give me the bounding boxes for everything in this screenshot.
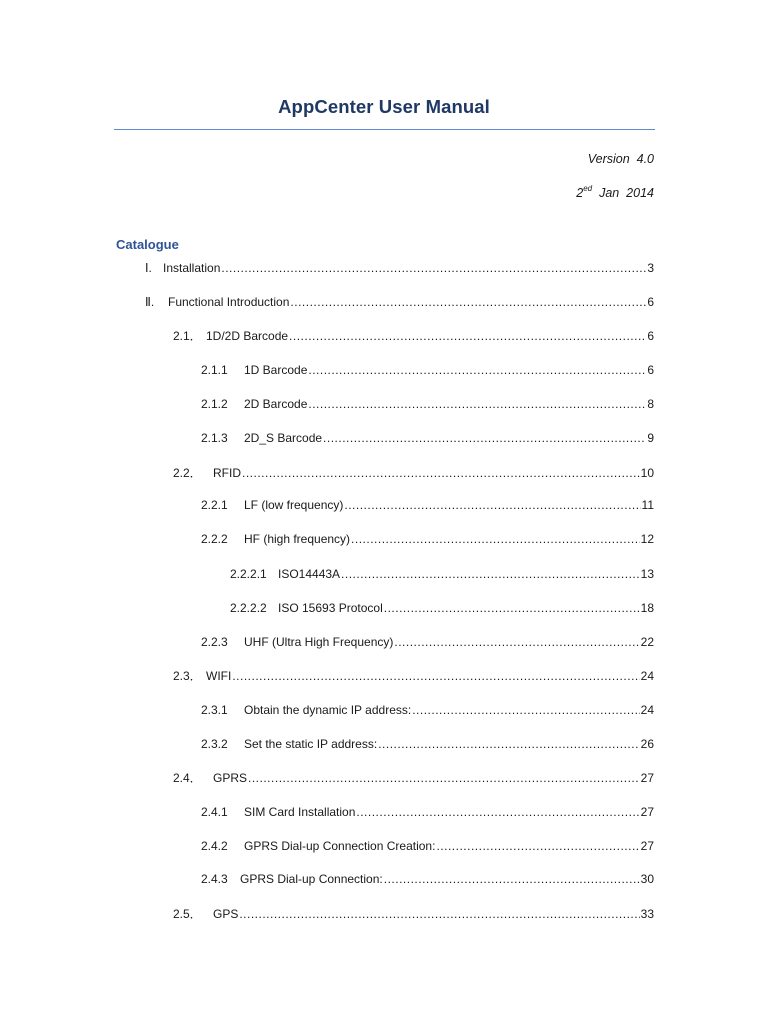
toc-dot-leader — [308, 362, 646, 378]
toc-entry[interactable] — [173, 668, 654, 684]
toc-title: 2D_S Barcode — [244, 431, 323, 445]
toc-number: 2.3.1 — [201, 703, 228, 717]
toc-page-number: 10 — [640, 466, 654, 480]
toc-title: UHF (Ultra High Frequency) — [244, 635, 394, 649]
toc-page-number: 9 — [647, 431, 654, 445]
toc-title: SIM Card Installation — [244, 805, 356, 819]
toc-page-number: 3 — [647, 261, 654, 275]
toc-entry[interactable] — [201, 871, 654, 887]
toc-entry[interactable] — [201, 736, 654, 752]
toc-page-number: 6 — [647, 329, 654, 343]
toc-page-number: 27 — [640, 771, 654, 785]
title-divider — [114, 129, 655, 130]
toc-entry[interactable] — [230, 600, 654, 616]
toc-dot-leader — [289, 328, 646, 344]
toc-page-number: 11 — [641, 498, 654, 512]
toc-entry[interactable] — [173, 770, 654, 786]
toc-number: Ⅰ. — [145, 261, 152, 275]
toc-number: 2.2． — [173, 466, 202, 480]
toc-entry[interactable] — [173, 906, 654, 922]
toc-dot-leader — [351, 531, 640, 547]
toc-number: 2.2.2.2 — [230, 601, 267, 615]
toc-title: Functional Introduction — [168, 295, 290, 309]
toc-dot-leader — [394, 634, 639, 650]
toc-title: 1D Barcode — [244, 363, 308, 377]
toc-entry[interactable] — [201, 531, 654, 547]
toc-dot-leader — [323, 430, 646, 446]
toc-dot-leader — [308, 396, 646, 412]
toc-entry[interactable] — [201, 838, 654, 854]
toc-dot-leader — [384, 871, 640, 887]
catalogue-heading: Catalogue — [116, 237, 179, 252]
toc-title: LF (low frequency) — [244, 498, 344, 512]
date-label — [576, 186, 654, 200]
toc-dot-leader — [248, 770, 640, 786]
toc-page-number: 6 — [647, 363, 654, 377]
toc-number: 2.4.2 — [201, 839, 228, 853]
toc-page-number: 30 — [640, 872, 654, 886]
toc-number: 2.2.2 — [201, 532, 228, 546]
toc-number: 2.1.3 — [201, 431, 228, 445]
toc-entry[interactable] — [230, 566, 654, 582]
toc-title: Installation — [163, 261, 221, 275]
toc-page-number: 33 — [640, 907, 654, 921]
toc-title: 1D/2D Barcode — [206, 329, 289, 343]
toc-title: ISO14443A — [278, 567, 341, 581]
toc-entry[interactable] — [145, 260, 654, 276]
toc-entry[interactable] — [145, 294, 654, 310]
toc-page-number: 13 — [640, 567, 654, 581]
toc-number: 2.2.2.1 — [230, 567, 267, 581]
toc-number: 2.4.3 — [201, 872, 228, 886]
toc-page-number: 27 — [640, 805, 654, 819]
date-rest: Jan 2014 — [592, 186, 654, 200]
toc-page-number: 24 — [640, 703, 654, 717]
document-title: AppCenter User Manual — [278, 96, 490, 117]
toc-entry[interactable] — [201, 497, 654, 513]
toc-page-number: 12 — [640, 532, 654, 546]
toc-dot-leader — [384, 600, 640, 616]
toc-entry[interactable] — [201, 396, 654, 412]
toc-title: WIFI — [206, 669, 232, 683]
toc-number: 2.4． — [173, 771, 202, 785]
toc-number: 2.1． — [173, 329, 202, 343]
toc-entry[interactable] — [201, 702, 654, 718]
toc-entry[interactable] — [201, 804, 654, 820]
toc-page-number: 18 — [640, 601, 654, 615]
toc-dot-leader — [356, 804, 639, 820]
toc-dot-leader — [232, 668, 639, 684]
toc-dot-leader — [344, 497, 640, 513]
toc-page-number: 8 — [647, 397, 654, 411]
toc-number: 2.1.2 — [201, 397, 228, 411]
toc-page-number: 24 — [640, 669, 654, 683]
toc-number: 2.3.2 — [201, 737, 228, 751]
toc-number: Ⅱ. — [145, 295, 155, 309]
toc-title: 2D Barcode — [244, 397, 308, 411]
toc-title: GPRS Dial-up Connection: — [240, 872, 383, 886]
toc-number: 2.5． — [173, 907, 202, 921]
toc-dot-leader — [341, 566, 640, 582]
toc-entry[interactable] — [173, 328, 654, 344]
toc-number: 2.2.3 — [201, 635, 228, 649]
toc-number: 2.3． — [173, 669, 202, 683]
toc-page-number: 6 — [647, 295, 654, 309]
toc-dot-leader — [436, 838, 639, 854]
toc-number: 2.4.1 — [201, 805, 228, 819]
toc-title: RFID — [213, 466, 241, 480]
toc-title: HF (high frequency) — [244, 532, 351, 546]
toc-title: GPS — [213, 907, 239, 921]
toc-dot-leader — [412, 702, 639, 718]
toc-entry[interactable] — [201, 430, 654, 446]
version-label: Version 4.0 — [587, 152, 654, 166]
date-day: 2 — [576, 186, 584, 200]
toc-page-number: 22 — [640, 635, 654, 649]
toc-dot-leader — [242, 465, 640, 481]
toc-number: 2.2.1 — [201, 498, 228, 512]
toc-entry[interactable] — [201, 362, 654, 378]
toc-title: Set the static IP address: — [244, 737, 378, 751]
toc-title: Obtain the dynamic IP address: — [244, 703, 412, 717]
toc-number: 2.1.1 — [201, 363, 228, 377]
toc-dot-leader — [239, 906, 639, 922]
toc-title: GPRS — [213, 771, 248, 785]
toc-title: ISO 15693 Protocol — [278, 601, 383, 615]
toc-page-number: 26 — [640, 737, 654, 751]
date-suffix: ed — [583, 184, 593, 193]
toc-dot-leader — [378, 736, 639, 752]
toc-page-number: 27 — [640, 839, 654, 853]
toc-dot-leader — [221, 260, 646, 276]
toc-title: GPRS Dial-up Connection Creation: — [244, 839, 436, 853]
toc-dot-leader — [290, 294, 646, 310]
toc-entry[interactable] — [173, 465, 654, 481]
toc-entry[interactable] — [201, 634, 654, 650]
